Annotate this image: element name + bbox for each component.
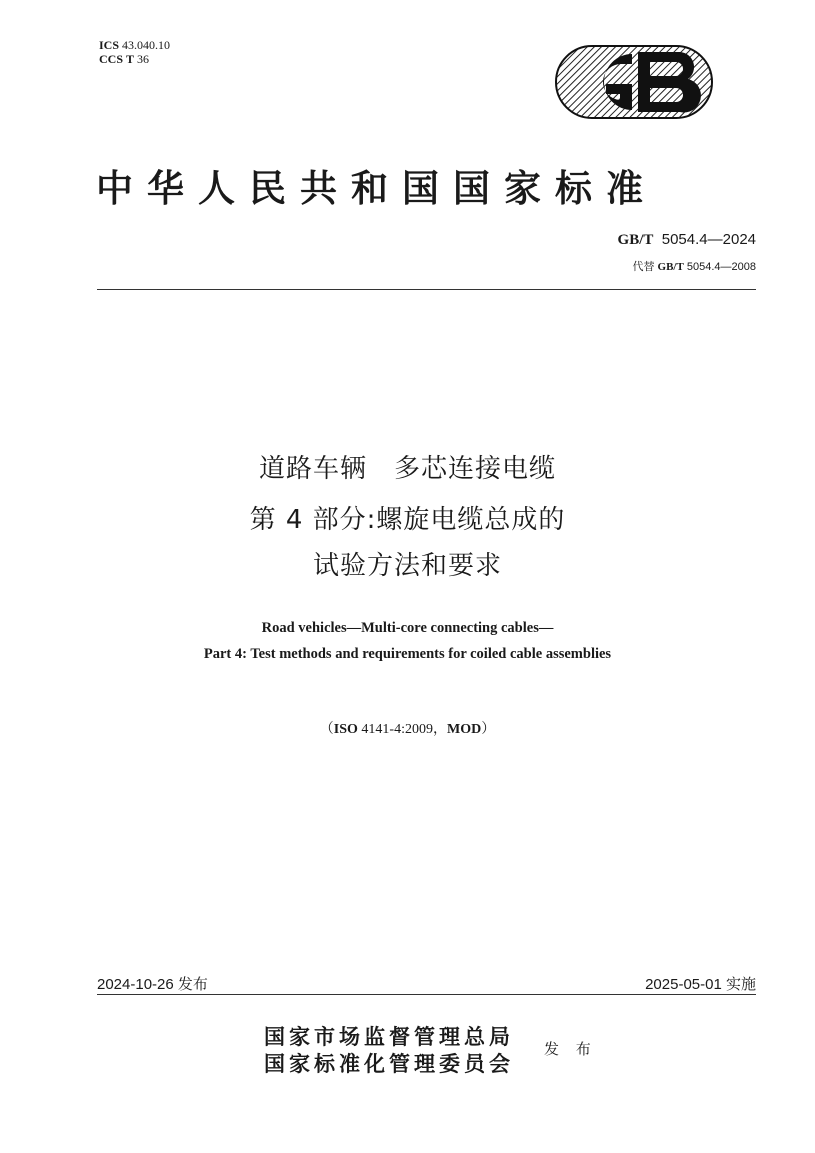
publish-label: 发 布 xyxy=(544,1040,597,1058)
issuer-samr: 国家市场监督管理总局 xyxy=(264,1024,514,1049)
standard-number: GB/T 5054.4—2024 xyxy=(617,231,756,248)
title-en-line1: Road vehicles—Multi-core connecting cables— xyxy=(261,620,554,636)
title-cn-line3: 试验方法和要求 xyxy=(312,551,502,581)
classification-codes xyxy=(99,38,170,66)
effective-date: 2025-05-01 实施 xyxy=(645,976,756,993)
iso-reference: （ISO 4141-4:2009，MOD） xyxy=(319,722,496,737)
replaces-standard: 代替 GB/T 5054.4—2008 xyxy=(632,261,756,273)
top-divider xyxy=(97,289,756,290)
bottom-divider xyxy=(97,994,756,995)
title-cn-line1: 道路车辆 多芯连接电缆 xyxy=(258,454,556,484)
ccs-code: CCS T 36 xyxy=(99,52,150,66)
issuer-sac: 国家标准化管理委员会 xyxy=(264,1051,514,1076)
gb-logo xyxy=(554,44,714,120)
national-standard-title: 中华人民共和国国家标准 xyxy=(96,166,657,210)
title-en-line2: Part 4: Test methods and requirements for coiled cable assemblies xyxy=(203,646,612,662)
ics-code: ICS 43.040.10 xyxy=(99,38,171,52)
issue-date: 2024-10-26 发布 xyxy=(97,976,208,993)
title-cn-line2: 第 4 部分:螺旋电缆总成的 xyxy=(249,505,566,535)
